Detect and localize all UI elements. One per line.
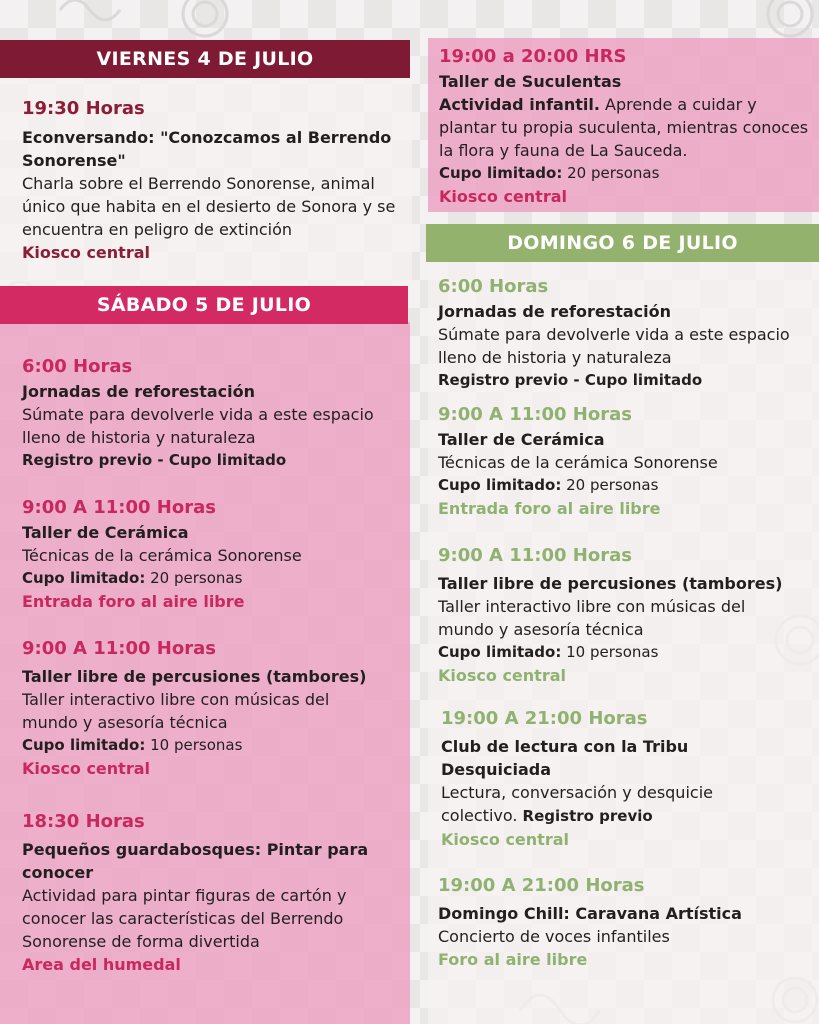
event-time: 9:00 A 11:00 Horas [438, 545, 632, 566]
event-description: Súmate para devolverle vida a este espacio lleno de historia y naturaleza [22, 405, 374, 447]
sabado-event-4 [22, 809, 397, 976]
event-cupo [439, 162, 809, 185]
event-title: Taller de Cerámica [22, 523, 189, 542]
event-description: Taller interactivo libre con músicas del mundo y asesoría técnica [438, 597, 746, 639]
event-title: Domingo Chill: Caravana Artística [438, 904, 742, 923]
domingo-event-1 [438, 274, 808, 392]
description-lead: Actividad infantil. [439, 95, 600, 114]
cupo-label: Cupo limitado: [438, 643, 562, 661]
event-note: Registro previo - Cupo limitado [438, 371, 703, 389]
event-time: 9:00 A 11:00 Horas [22, 638, 216, 659]
event-title: Taller libre de percusiones (tambores) [22, 667, 367, 686]
cupo-label: Cupo limitado: [22, 569, 146, 587]
event-title: Taller de Suculentas [439, 72, 622, 91]
sabado-event-2 [22, 495, 392, 613]
cupo-value: 10 personas [150, 736, 243, 754]
cupo-value: 20 personas [567, 164, 660, 182]
event-time: 19:30 Horas [22, 98, 145, 119]
event-title: Jornadas de reforestación [438, 302, 671, 321]
event-location: Foro al aire libre [438, 950, 588, 969]
sabado-event-3 [22, 636, 397, 780]
event-time: 18:30 Horas [22, 811, 145, 832]
event-location: Kiosco central [22, 243, 150, 262]
cupo-label: Cupo limitado: [439, 164, 563, 182]
domingo-event-4 [441, 706, 771, 851]
event-title: Club de lectura con la Tribu Desquiciada [441, 737, 689, 779]
domingo-banner: DOMINGO 6 DE JULIO [426, 224, 819, 262]
event-title: Pequeños guardabosques: Pintar para conocer [22, 840, 369, 882]
event-title: Taller de Cerámica [438, 430, 605, 449]
domingo-event-5 [438, 873, 808, 971]
event-description [439, 93, 809, 162]
event-time: 19:00 a 20:00 HRS [439, 46, 627, 67]
event-description: Concierto de voces infantiles [438, 927, 670, 946]
event-description: Técnicas de la cerámica Sonorense [22, 546, 302, 565]
event-description: Técnicas de la cerámica Sonorense [438, 453, 718, 472]
event-time: 19:00 A 21:00 Horas [441, 708, 648, 729]
event-description: Taller interactivo libre con músicas del mundo y asesoría técnica [22, 690, 330, 732]
event-cupo [438, 474, 808, 497]
event-location: Entrada foro al aire libre [22, 592, 245, 611]
event-location: Kiosco central [22, 759, 150, 778]
event-title: Jornadas de reforestación [22, 382, 255, 401]
cupo-value: 10 personas [566, 643, 659, 661]
event-time: 6:00 Horas [438, 276, 549, 297]
event-time: 19:00 A 21:00 Horas [438, 875, 645, 896]
event-time: 9:00 A 11:00 Horas [438, 404, 632, 425]
domingo-event-3 [438, 543, 814, 687]
cupo-label: Cupo limitado: [22, 736, 146, 754]
event-title: Taller libre de percusiones (tambores) [438, 574, 783, 593]
event-location: Kiosco central [441, 830, 569, 849]
event-description: Actividad para pintar figuras de cartón y conocer las características del Berrendo Sonorense de forma divertida [22, 886, 347, 951]
event-description: Charla sobre el Berrendo Sonorense, animal único que habita en el desierto de Sonora y se encuentra en peligro de extinción [22, 174, 396, 239]
event-location: Kiosco central [439, 187, 567, 206]
suculentas-event [439, 44, 809, 208]
event-description [441, 781, 771, 828]
description-text: Lectura, conversación y desquicie colectivo. [441, 783, 713, 825]
event-location: Area del humedal [22, 955, 181, 974]
domingo-event-2 [438, 402, 808, 520]
viernes-banner: VIERNES 4 DE JULIO [0, 40, 410, 78]
event-time: 6:00 Horas [22, 356, 133, 377]
event-description: Súmate para devolverle vida a este espacio lleno de historia y naturaleza [438, 325, 790, 367]
event-cupo [22, 567, 392, 590]
description-tail: Registro previo [522, 807, 653, 825]
event-location: Kiosco central [438, 666, 566, 685]
viernes-event-1 [22, 96, 407, 264]
event-location: Entrada foro al aire libre [438, 499, 661, 518]
cupo-label: Cupo limitado: [438, 476, 562, 494]
event-note: Registro previo - Cupo limitado [22, 451, 287, 469]
sabado-banner: SÁBADO 5 DE JULIO [0, 286, 408, 324]
event-time: 9:00 A 11:00 Horas [22, 497, 216, 518]
cupo-value: 20 personas [566, 476, 659, 494]
event-cupo [22, 734, 397, 757]
event-title: Econversando: "Conozcamos al Berrendo Sonorense" [22, 128, 392, 170]
event-cupo [438, 641, 814, 664]
description-text: Aprende a cuidar y plantar tu propia suculenta, mientras conoces la flora y fauna de La Sauceda. [439, 95, 809, 160]
sabado-event-1 [22, 354, 392, 472]
cupo-value: 20 personas [150, 569, 243, 587]
